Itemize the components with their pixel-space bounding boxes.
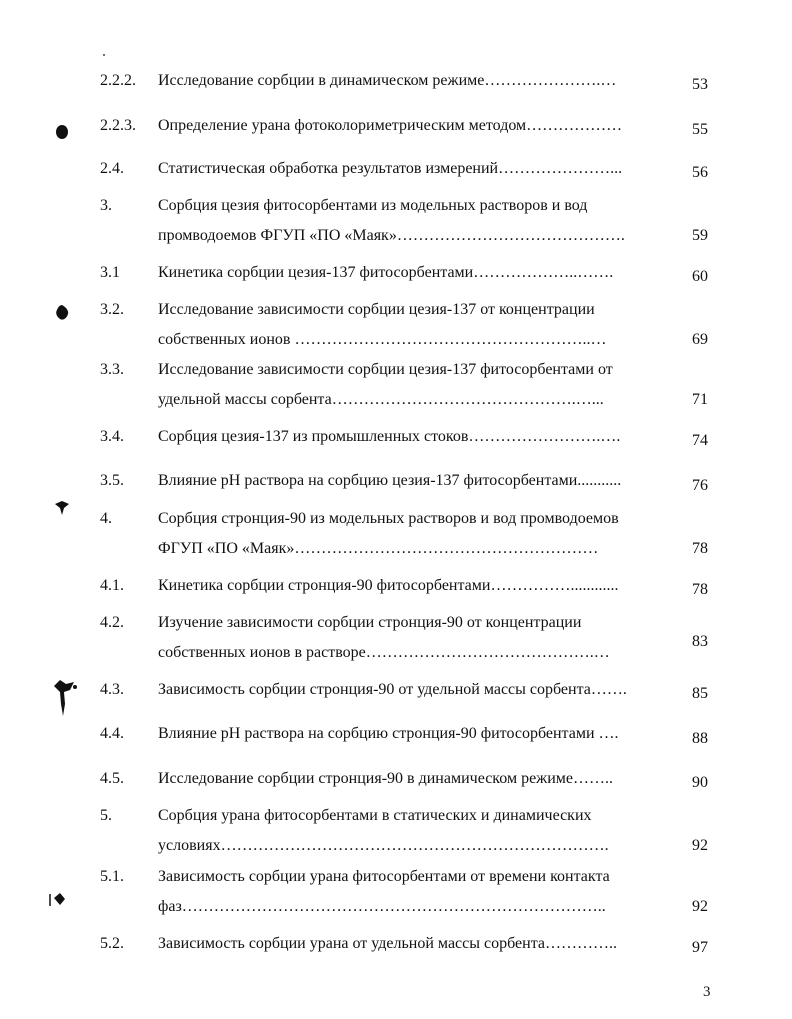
section-title-continued: фаз…………………………………………………………………….. <box>158 898 606 915</box>
scan-speck-mark <box>102 53 106 57</box>
section-number: 2.2.3. <box>100 117 136 134</box>
section-number: 5. <box>100 807 112 824</box>
section-number: 3.1 <box>100 264 120 281</box>
section-number: 2.4. <box>100 160 124 177</box>
page-reference: 53 <box>692 76 708 93</box>
scan-blot-mark <box>53 303 71 323</box>
section-title-continued: условиях………………………………………………………………. <box>158 837 609 854</box>
page-reference: 85 <box>692 685 708 702</box>
section-title-continued: собственных ионов ………………………………………………..… <box>158 331 607 348</box>
page-reference: 69 <box>692 331 708 348</box>
section-number: 2.2.2. <box>100 72 136 89</box>
page-reference: 59 <box>692 227 708 244</box>
section-number: 5.1. <box>100 868 124 885</box>
page-reference: 88 <box>692 730 708 747</box>
page-reference: 55 <box>692 121 708 138</box>
section-number: 4.2. <box>100 614 124 631</box>
scan-blot-mark <box>46 890 68 910</box>
section-number: 3.3. <box>100 361 124 378</box>
section-number: 3.5. <box>100 472 124 489</box>
section-title: Зависимость сорбции урана фитосорбентами от времени контакта <box>158 868 610 885</box>
page-reference: 74 <box>692 432 708 449</box>
section-title: Исследование зависимости сорбции цезия-137 фитосорбентами от <box>158 361 613 378</box>
section-title-continued: ФГУП «ПО «Маяк»………………………………………………… <box>158 540 599 557</box>
section-number: 5.2. <box>100 935 124 952</box>
page-reference: 83 <box>692 633 708 650</box>
section-title: Кинетика сорбции стронция-90 фитосорбентами……………............ <box>158 577 619 594</box>
scan-dot-mark <box>54 123 70 141</box>
section-number: 3.2. <box>100 301 124 318</box>
section-title: Определение урана фотоколориметрическим методом……………… <box>158 117 623 134</box>
section-title: Кинетика сорбции цезия-137 фитосорбентами………………..……. <box>158 264 614 281</box>
section-title: Статистическая обработка результатов измерений…………………... <box>158 160 623 177</box>
section-title-continued: промводоемов ФГУП «ПО «Маяк»……………………………………. <box>158 227 625 244</box>
section-number: 4. <box>100 510 112 527</box>
section-number: 4.3. <box>100 681 124 698</box>
page-reference: 76 <box>692 477 708 494</box>
section-title: Влияние pH раствора на сорбцию цезия-137 фитосорбентами........... <box>158 472 622 489</box>
page-reference: 92 <box>692 837 708 854</box>
section-title: Сорбция цезия фитосорбентами из модельных растворов и вод <box>158 197 588 214</box>
scan-blot-mark <box>52 498 72 518</box>
page-reference: 90 <box>692 774 708 791</box>
section-title: Сорбция урана фитосорбентами в статических и динамических <box>158 807 592 824</box>
section-title: Сорбция цезия-137 из промышленных стоков…………………….…. <box>158 428 621 445</box>
section-title-continued: собственных ионов в растворе…………………………………….… <box>158 644 610 661</box>
page-reference: 92 <box>692 898 708 915</box>
section-title-continued: удельной массы сорбента……………………………………….…... <box>158 391 604 408</box>
section-number: 4.5. <box>100 770 124 787</box>
page-number: 3 <box>703 984 711 1000</box>
section-title: Влияние pH раствора на сорбцию стронция-90 фитосорбентами …. <box>158 725 619 742</box>
page-reference: 60 <box>692 268 708 285</box>
page-reference: 71 <box>692 391 708 408</box>
page-reference: 56 <box>692 164 708 181</box>
page-reference: 78 <box>692 540 708 557</box>
section-number: 4.1. <box>100 577 124 594</box>
section-title: Исследование зависимости сорбции цезия-137 от концентрации <box>158 301 595 318</box>
scan-splatter-mark <box>50 676 80 724</box>
page-reference: 97 <box>692 939 708 956</box>
section-number: 4.4. <box>100 725 124 742</box>
section-number: 3. <box>100 197 112 214</box>
section-title: Изучение зависимости сорбции стронция-90 от концентрации <box>158 614 582 631</box>
section-title: Исследование сорбции стронция-90 в динамическом режиме…….. <box>158 770 614 787</box>
section-number: 3.4. <box>100 428 124 445</box>
section-title: Исследование сорбции в динамическом режиме………………….… <box>158 72 617 89</box>
section-title: Сорбция стронция-90 из модельных растворов и вод промводоемов <box>158 510 619 527</box>
page-reference: 78 <box>692 581 708 598</box>
section-title: Зависимость сорбции стронция-90 от удельной массы сорбента……. <box>158 681 627 698</box>
section-title: Зависимость сорбции урана от удельной массы сорбента………….. <box>158 935 617 952</box>
